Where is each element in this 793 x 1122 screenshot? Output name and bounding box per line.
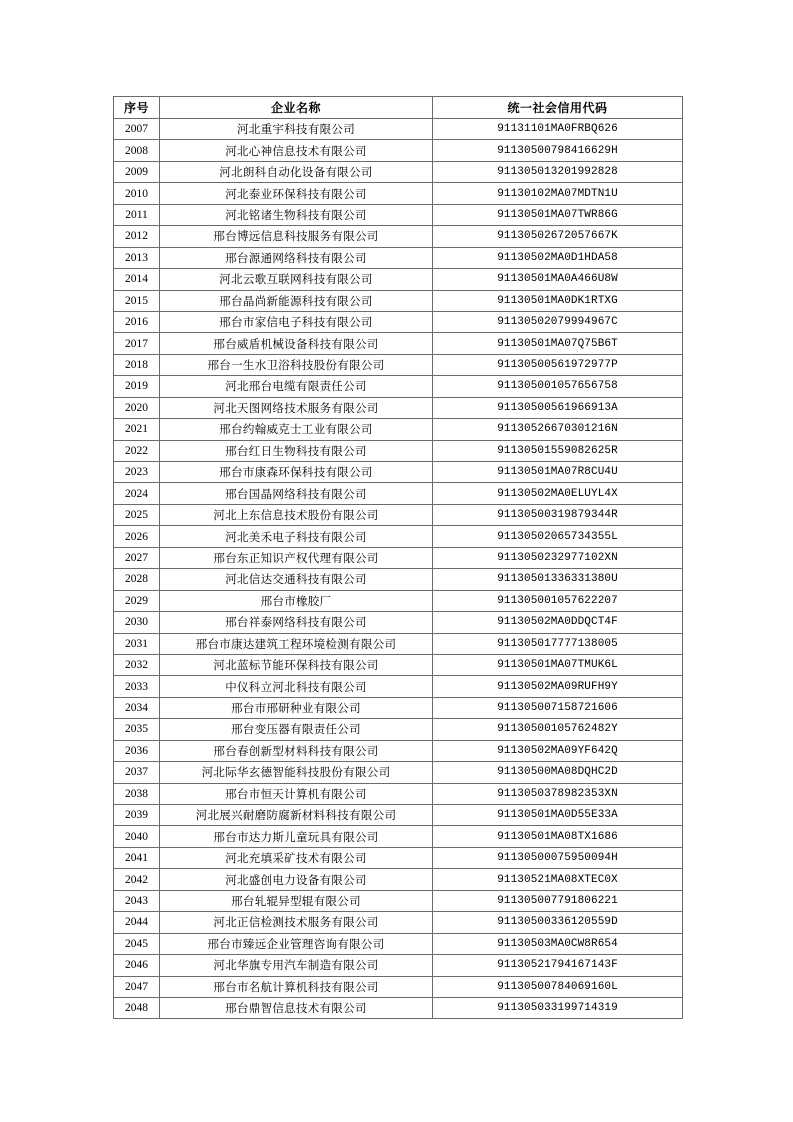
company-name: 河北华旗专用汽车制造有限公司 [160, 955, 433, 976]
company-name: 邢台市名航计算机科技有限公司 [160, 976, 433, 997]
credit-code: 91130501MA0D55E33A [433, 805, 683, 826]
table-row [114, 955, 683, 976]
row-number: 2036 [114, 740, 160, 761]
credit-code: 91130503MA0CW8R654 [433, 933, 683, 954]
table-row [114, 311, 683, 332]
row-number: 2043 [114, 890, 160, 911]
row-number: 2019 [114, 376, 160, 397]
row-number: 2030 [114, 612, 160, 633]
row-number: 2042 [114, 869, 160, 890]
company-name: 邢台市恒天计算机有限公司 [160, 783, 433, 804]
company-name: 河北信达交通科技有限公司 [160, 569, 433, 590]
credit-code: 91130502079994967C [433, 311, 683, 332]
row-number: 2022 [114, 440, 160, 461]
company-name: 邢台国晶网络科技有限公司 [160, 483, 433, 504]
table-row [114, 869, 683, 890]
table-row [114, 269, 683, 290]
table-row [114, 633, 683, 654]
table-row [114, 654, 683, 675]
table-row [114, 290, 683, 311]
row-number: 2010 [114, 183, 160, 204]
table-row [114, 569, 683, 590]
company-name: 河北心神信息技术有限公司 [160, 140, 433, 161]
credit-code: 91130501MA07TMUK6L [433, 654, 683, 675]
row-number: 2048 [114, 997, 160, 1018]
table-row [114, 483, 683, 504]
row-number: 2032 [114, 654, 160, 675]
company-name: 邢台市康森环保科技有限公司 [160, 462, 433, 483]
row-number: 2039 [114, 805, 160, 826]
company-name: 邢台威盾机械设备科技有限公司 [160, 333, 433, 354]
row-number: 2045 [114, 933, 160, 954]
table-row [114, 933, 683, 954]
credit-code: 91130501MA07Q75B6T [433, 333, 683, 354]
row-number: 2041 [114, 847, 160, 868]
company-name: 河北充填采矿技术有限公司 [160, 847, 433, 868]
table-row [114, 783, 683, 804]
company-name: 邢台东正知识产权代理有限公司 [160, 547, 433, 568]
credit-code: 91130501559082625R [433, 440, 683, 461]
table-row [114, 247, 683, 268]
row-number: 2037 [114, 762, 160, 783]
table-header [114, 97, 683, 119]
table-row [114, 504, 683, 525]
company-name: 河北上东信息技术股份有限公司 [160, 504, 433, 525]
table-row [114, 762, 683, 783]
table-row [114, 397, 683, 418]
table-row [114, 612, 683, 633]
company-name: 河北天图网络技术服务有限公司 [160, 397, 433, 418]
table-row [114, 119, 683, 140]
table-row [114, 740, 683, 761]
credit-code: 911305013201992828 [433, 161, 683, 182]
company-name: 河北朗科自动化设备有限公司 [160, 161, 433, 182]
table-row [114, 526, 683, 547]
credit-code: 91130500561972977P [433, 354, 683, 375]
credit-code: 91130521794167143F [433, 955, 683, 976]
table-row [114, 719, 683, 740]
credit-code: 9113050378982353XN [433, 783, 683, 804]
credit-code: 9113050232977102XN [433, 547, 683, 568]
credit-code: 91130500MA08DQHC2D [433, 762, 683, 783]
row-number: 2012 [114, 226, 160, 247]
company-name: 河北际华玄德智能科技股份有限公司 [160, 762, 433, 783]
row-number: 2038 [114, 783, 160, 804]
header-credit-code: 统一社会信用代码 [433, 97, 683, 119]
credit-code: 911305007158721606 [433, 697, 683, 718]
row-number: 2013 [114, 247, 160, 268]
company-name: 河北盛创电力设备有限公司 [160, 869, 433, 890]
table-body [114, 119, 683, 1019]
company-name: 邢台市橡胶厂 [160, 590, 433, 611]
row-number: 2017 [114, 333, 160, 354]
table-row [114, 440, 683, 461]
row-number: 2024 [114, 483, 160, 504]
company-name: 河北邢台电缆有限责任公司 [160, 376, 433, 397]
table-row [114, 333, 683, 354]
credit-code: 91130521MA08XTEC0X [433, 869, 683, 890]
credit-code: 91130500319879344R [433, 504, 683, 525]
row-number: 2014 [114, 269, 160, 290]
credit-code: 91130501336331380U [433, 569, 683, 590]
table-row [114, 376, 683, 397]
table-row [114, 590, 683, 611]
company-name: 中仪科立河北科技有限公司 [160, 676, 433, 697]
company-name: 河北展兴耐磨防腐新材料科技有限公司 [160, 805, 433, 826]
row-number: 2031 [114, 633, 160, 654]
table-row [114, 890, 683, 911]
credit-code: 91130502672057667K [433, 226, 683, 247]
credit-code: 91130102MA07MDTN1U [433, 183, 683, 204]
company-name: 邢台一生水卫浴科技股份有限公司 [160, 354, 433, 375]
company-name: 邢台变压器有限责任公司 [160, 719, 433, 740]
credit-code: 91130501MA07TWR86G [433, 204, 683, 225]
credit-code: 911305017777138005 [433, 633, 683, 654]
credit-code: 911305001057656758 [433, 376, 683, 397]
credit-code: 91130502MA0DDQCT4F [433, 612, 683, 633]
row-number: 2029 [114, 590, 160, 611]
credit-code: 91130502MA09YF642Q [433, 740, 683, 761]
table-row [114, 183, 683, 204]
table-row [114, 204, 683, 225]
table-row [114, 805, 683, 826]
row-number: 2015 [114, 290, 160, 311]
header-number: 序号 [114, 97, 160, 119]
company-name: 河北美禾电子科技有限公司 [160, 526, 433, 547]
company-name: 邢台晶尚新能源科技有限公司 [160, 290, 433, 311]
row-number: 2035 [114, 719, 160, 740]
credit-code: 91130502MA0D1HDA58 [433, 247, 683, 268]
company-name: 邢台市康达建筑工程环境检测有限公司 [160, 633, 433, 654]
company-name: 邢台祥泰网络科技有限公司 [160, 612, 433, 633]
credit-code: 91130501MA0DK1RTXG [433, 290, 683, 311]
company-name: 河北正信检测技术服务有限公司 [160, 912, 433, 933]
credit-code: 91130501MA08TX1686 [433, 826, 683, 847]
header-company-name: 企业名称 [160, 97, 433, 119]
table-row [114, 547, 683, 568]
row-number: 2027 [114, 547, 160, 568]
company-name: 河北泰业环保科技有限公司 [160, 183, 433, 204]
company-name: 邢台市臻远企业管理咨询有限公司 [160, 933, 433, 954]
company-name: 邢台鼎智信息技术有限公司 [160, 997, 433, 1018]
table-row [114, 697, 683, 718]
row-number: 2008 [114, 140, 160, 161]
credit-code: 91130500784069160L [433, 976, 683, 997]
table-row [114, 226, 683, 247]
credit-code: 91131101MA0FRBQ626 [433, 119, 683, 140]
row-number: 2034 [114, 697, 160, 718]
row-number: 2046 [114, 955, 160, 976]
company-name: 河北蓝标节能环保科技有限公司 [160, 654, 433, 675]
row-number: 2025 [114, 504, 160, 525]
table-row [114, 419, 683, 440]
credit-code: 91130502MA0ELUYL4X [433, 483, 683, 504]
row-number: 2021 [114, 419, 160, 440]
row-number: 2033 [114, 676, 160, 697]
table-row [114, 462, 683, 483]
company-name: 河北铭诸生物科技有限公司 [160, 204, 433, 225]
company-name: 邢台市邢研种业有限公司 [160, 697, 433, 718]
table-row [114, 676, 683, 697]
table-row [114, 847, 683, 868]
row-number: 2016 [114, 311, 160, 332]
company-name: 邢台博远信息科技服务有限公司 [160, 226, 433, 247]
row-number: 2023 [114, 462, 160, 483]
credit-code: 91130502MA09RUFH9Y [433, 676, 683, 697]
row-number: 2018 [114, 354, 160, 375]
table-row [114, 912, 683, 933]
credit-code: 911305033199714319 [433, 997, 683, 1018]
table-row [114, 161, 683, 182]
credit-code: 91130526670301216N [433, 419, 683, 440]
header-row [114, 97, 683, 119]
row-number: 2007 [114, 119, 160, 140]
company-name: 邢台市家信电子科技有限公司 [160, 311, 433, 332]
row-number: 2009 [114, 161, 160, 182]
company-name: 邢台市达力斯儿童玩具有限公司 [160, 826, 433, 847]
table-row [114, 997, 683, 1018]
credit-code: 91130500561966913A [433, 397, 683, 418]
credit-code: 91130502065734355L [433, 526, 683, 547]
company-name: 邢台约翰威克士工业有限公司 [160, 419, 433, 440]
row-number: 2028 [114, 569, 160, 590]
credit-code: 911305001057622207 [433, 590, 683, 611]
company-name: 邢台源通网络科技有限公司 [160, 247, 433, 268]
company-name: 邢台红日生物科技有限公司 [160, 440, 433, 461]
row-number: 2047 [114, 976, 160, 997]
row-number: 2040 [114, 826, 160, 847]
company-name: 邢台春创新型材料科技有限公司 [160, 740, 433, 761]
credit-code: 91130501MA07R8CU4U [433, 462, 683, 483]
credit-code: 91130500798416629H [433, 140, 683, 161]
table-row [114, 976, 683, 997]
table-row [114, 140, 683, 161]
credit-code: 91130500336120559D [433, 912, 683, 933]
company-name: 河北重宇科技有限公司 [160, 119, 433, 140]
company-registry-table [113, 96, 683, 1019]
table-row [114, 354, 683, 375]
table-row [114, 826, 683, 847]
row-number: 2026 [114, 526, 160, 547]
credit-code: 911305007791806221 [433, 890, 683, 911]
row-number: 2011 [114, 204, 160, 225]
credit-code: 91130501MA0A466U8W [433, 269, 683, 290]
company-name: 邢台轧辊异型辊有限公司 [160, 890, 433, 911]
credit-code: 91130500075950094H [433, 847, 683, 868]
row-number: 2020 [114, 397, 160, 418]
row-number: 2044 [114, 912, 160, 933]
company-name: 河北云歌互联网科技有限公司 [160, 269, 433, 290]
credit-code: 91130500105762482Y [433, 719, 683, 740]
